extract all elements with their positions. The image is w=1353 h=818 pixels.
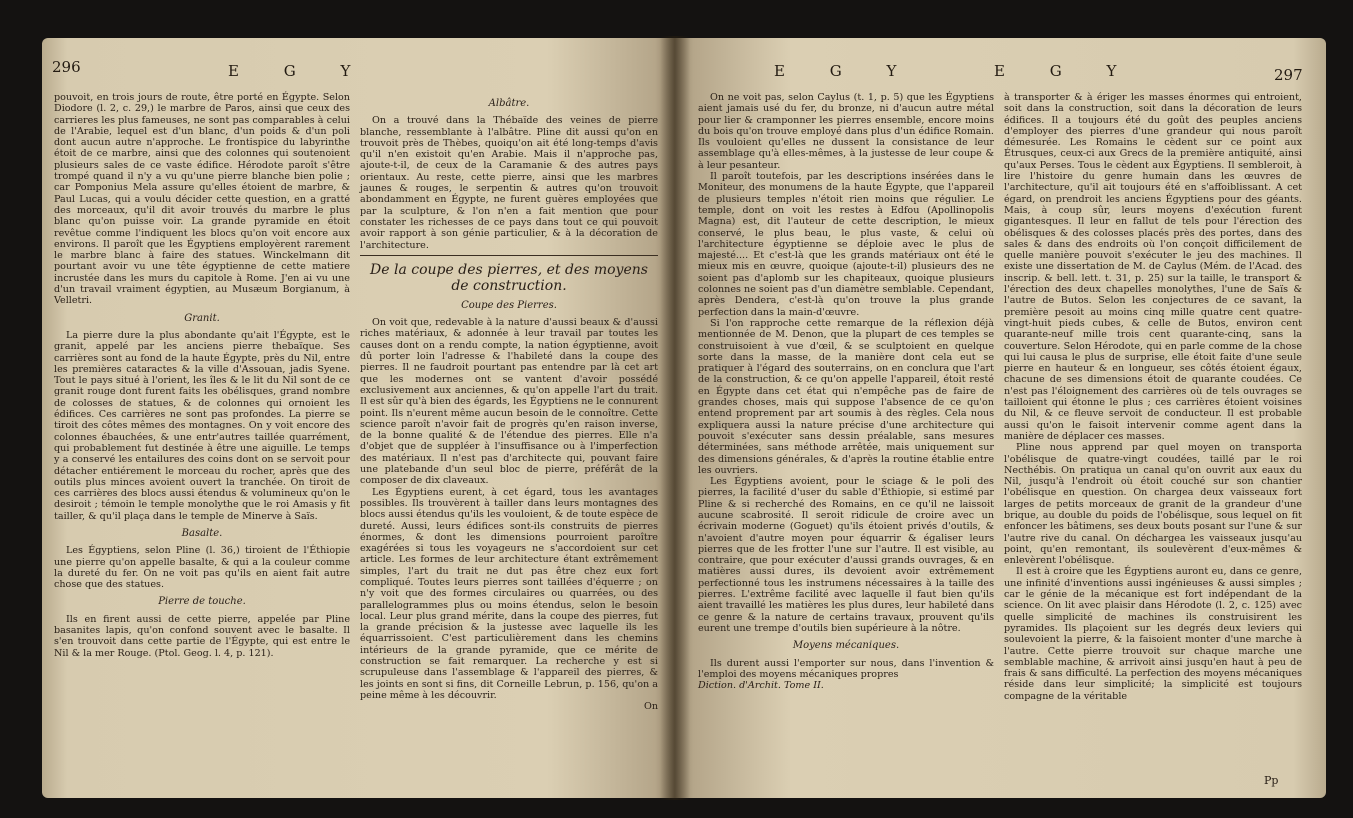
- left-running-header: E G Y: [228, 62, 371, 80]
- volume-footer: Diction. d'Archit. Tome II.: [698, 680, 824, 692]
- divider: [360, 255, 658, 256]
- paragraph: Ils durent aussi l'emporter sur nous, dans l'invention & l'emploi des moyens mécaniques propres: [698, 657, 994, 680]
- section-heading-moyens: Moyens mécaniques.: [792, 640, 900, 652]
- paragraph: Si l'on rapproche cette remarque de la réflexion déjà mentionnée de M. Denon, que la plupart de ces temples se construisoient à vue d'œil, & se sculptoient en quelque sorte dans la masse, de la manière dont cela eut se pratiquer à l'égard des souterrains, on en conclura que l'art de la construction, & ce qu'on appelle l'appareil, étoit resté en Égypte dans cet état qui n'empêche pas de faire de grandes choses, mais qui suppose l'absence de ce qu'on entend proprement par art soumis à des règles. Cela nous expliquera aussi la nature précise d'une architecture qui pouvoit s'exécuter sans dessin préalable, sans mesures déterminées, sans méthode arrêtée, mais uniquement sur des dimensions générales, & d'après la routine établie entre les ouvriers.: [698, 317, 994, 476]
- paragraph: On voit que, redevable à la nature d'aussi beaux & d'aussi riches matériaux, & adonnée à leur travail par toutes les causes dont on a rendu compte, la nation égyptienne, avoit dû porter loin l'adresse & l'habileté dans la coupe des pierres. Il ne faudroit pourtant pas entendre par là cet art que les modernes ont se vantent d'avoir possédé exclusivement aux anciennes, & qu'on appelle l'art du trait. Il est sûr qu'à bien des égards, les Égyptiens ne le connurent point. Ils n'eurent même aucun besoin de le connoître. Cette science paroît n'avoir fait de progrès qu'en raison inverse, de la bonne qualité & de l'étendue des pierres. Elle n'a d'objet que de suppléer à l'insuffisance ou à l'imperfection des matériaux. Il n'est pas d'architecte qui, pouvant faire une platebande d'un seul bloc de pierre, préférât de la composer de dix claveaux.: [360, 317, 658, 487]
- section-heading-coupe: Coupe des Pierres.: [461, 299, 557, 311]
- paragraph: Les Égyptiens avoient, pour le sciage & le poli des pierres, la facilité d'user du sable d'Éthiopie, si estimé par Pline & si recherché des Romains, en ce qu'il ne laissoit aucune scabrosité. Il seroit ridicule de croire avec un écrivain moderne (Goguet) qu'ils étoient privés d'outils, & n'avoient d'autre moyen pour équarrir & égaliser leurs pierres que de les frotter l'une sur l'autre. Il est visible, au contraire, que pour exécuter d'aussi grands ouvrages, & en matières aussi dures, ils devoient avoir extrêmement perfectionné tous les instrumens nécessaires à la taille des pierres. L'extrême facilité avec laquelle il faut bien qu'ils aient travaillé les matières les plus dures, leur habileté dans ce genre & la nature de certains travaux, prouvent qu'ils eurent une trempe d'outils bien supérieure à la nôtre.: [698, 476, 994, 634]
- section-heading-touche: Pierre de touche.: [158, 596, 246, 608]
- paragraph: pouvoit, en trois jours de route, être porté en Égypte. Selon Diodore (l. 2, c. 29,) le marbre de Paros, ainsi que ceux des carrieres les plus fameuses, ne sont pas comparables à celui de l'Arabie, lequel est d'un blanc, d'un poids & d'un poli dont aucun autre n'approche. Le frontispice du labyrinthe étoit de ce marbre, ainsi que des colonnes qui soutenoient plusieurs sales de ce vaste édifice. Hérodote paroît s'être trompé quand il n'y a vu qu'une pierre blanche bien polie ; car Pomponius Mela assure qu'elles étoient de marbre, & Paul Lucas, qui a voulu décider cette question, en a gratté des morceaux, qu'il dit avoir trouvés du marbre le plus blanc qu'on puisse voir. La grande pyramide en étoit revêtue comme l'indiquent les blocs qu'on voit encore aux environs. Il paroît que les Égyptiens employèrent rarement le marbre blanc à faire des statues. Winckelmann dit pourtant avoir vu une tête égyptienne de cette matiere incrustée dans les murs du capitole à Rome. J'en ai vu une d'un travail vraiment égyptien, au Musæum Borgianum, à Velletri.: [54, 92, 350, 307]
- left-page: [42, 38, 674, 798]
- right-column-2: [1004, 92, 1302, 702]
- right-column-1: [698, 92, 994, 691]
- catchword: On: [643, 701, 658, 713]
- paragraph: On a trouvé dans la Thébaïde des veines de pierre blanche, ressemblante à l'albâtre. Pline dit aussi qu'on en trouvoit près de Thèbes, quoiqu'on ait été long-temps d'avis qu'il n'en existoit qu'en Arabie. Mais il n'approche pas, ajoute-t-il, de ceux de la Caramanie & des autres pays orientaux. Au reste, cette pierre, ainsi que les marbres jaunes & rouges, le serpentin & autres qu'on trouvoit abondamment en Égypte, ne furent guères employées que par la sculpture, & l'on n'en a fait mention que pour constater les richesses de ce pays dans tout ce qui pouvoit avoir rapport à son génie particulier, & à la décoration de l'architecture.: [360, 115, 658, 251]
- left-column-1: [54, 92, 350, 659]
- signature-mark: Pp: [1264, 774, 1279, 787]
- left-column-2: [360, 92, 658, 713]
- section-heading-granit: Granit.: [184, 312, 220, 324]
- paragraph: La pierre dure la plus abondante qu'ait l'Égypte, est le granit, appelé par les anciens pierre thebaïque. Ses carrières sont au fond de la haute Égypte, près du Nil, entre les premières cataractes & la ville d'Assouan, jadis Syene. Tout le pays situé à l'orient, les îles & le lit du Nil sont de ce granit rouge dont furent faits les obélisques, grand nombre de colosses de statues, & de colonnes qui ornoient les édifices. Ces carrières ne sont pas profondes. La pierre se tiroit des côtes mêmes des montagnes. On y voit encore des colonnes ébauchées, & une entr'autres taillée quarrément, qui probablement fut destinée à être une aiguille. Le temps y a conservé les entailures des coins dont on se servoit pour détacher entiérement le morceau du rocher, après que des outils plus minces avoient ouvert la tranchée. On tiroit de ces carrières des blocs aussi étendus & volumineux qu'on le desiroit ; témoin le temple monolythe que le roi Amasis y fit tailler, & qu'il plaça dans le temple de Minerve à Saïs.: [54, 329, 350, 522]
- right-page-number: 297: [1274, 66, 1303, 84]
- right-running-header-2: E G Y: [994, 62, 1137, 80]
- book-gutter: [660, 36, 690, 800]
- paragraph: Il paroît toutefois, par les descriptions insérées dans le Moniteur, des monumens de la haute Égypte, que l'appareil de plusieurs temples n'étoit rien moins que régulier. Le temple, dont on voit les restes à Edfou (Apollinopolis Magna) est, dit l'auteur de cette description, le mieux conservé, le plus beau, le plus vaste, & celui où l'architecture égyptienne se déploie avec le plus de majesté.... Et c'est-là que les grands matériaux ont été le mieux mis en œuvre, quoique (ajoute-t-il) plusieurs des ne soient pas d'aplomb sur les chapiteaux, quoique plusieurs colonnes ne soient pas d'un diamètre semblable. Cependant, après Dendera, c'est-là qu'on trouve la plus grande perfection dans la main-d'œuvre.: [698, 171, 994, 318]
- paragraph: à transporter & à ériger les masses énormes qui entroient, soit dans la construction, soit dans la décoration de leurs édifices. Il a toujours été du goût des peuples anciens d'employer des pierres d'une grandeur qui nous paroît démesurée. Les Romains le cèdent sur ce point aux Étrusques, ceux-ci aux Grecs de la première antiquité, ainsi qu'aux Perses. Tous le cèdent aux Égyptiens. Il sembleroit, à lire l'histoire du genre humain dans les œuvres de l'architecture, qu'il ait toujours été en s'affoiblissant. A cet égard, on prendroit les anciens Égyptiens pour des géants. Mais, à coup sûr, leurs moyens d'exécution furent gigantesques. Il leur en fallut de tels pour l'érection des obélisques & des colosses placés près des portes, dans des sales & dans des endroits où l'on conçoit difficilement de quelle manière pouvoit s'exécuter le jeu des machines. Il existe une dissertation de M. de Caylus (Mém. de l'Acad. des inscrip. & bell. lett. t. 31, p. 25) sur la taille, le transport & l'érection des deux chapelles monolythes, l'une de Saïs & l'autre de Butos. Selon les conjectures de ce savant, la première pesoit au moins cinq mille quatre cent quatre-vingt-huit pieds cubes, & celle de Butos, environ cent quarante-neuf mille trois cent quarante-cinq, sans la couverture. Selon Hérodote, qui en parle comme de la chose qui lui causa le plus de surprise, elle étoit faite d'une seule pierre en hauteur & en longueur, ses côtés étoient égaux, chacune de ses dimensions étoit de quarante coudées. Ce n'est pas l'éloignement des carrières où de tels ouvrages se tailloient qui étonne le plus ; ces carrières étoient voisines du Nil, & ce fleuve servoit de conducteur. Il est probable aussi qu'on le faisoit intervenir comme agent dans la manière de déplacer ces masses.: [1004, 92, 1302, 442]
- paragraph: On ne voit pas, selon Caylus (t. 1, p. 5) que les Égyptiens aient jamais usé du fer, du bronze, ni d'aucun autre métal pour lier & cramponner les pierres ensemble, encore moins du bois qu'on trouve employé dans plus d'un édifice Romain. Ils vouloient qu'elles ne dussent la consistance de leur assemblage qu'à elles-mêmes, à la justesse de leur coupe & à leur pesanteur.: [698, 92, 994, 171]
- section-heading-albatre: Albâtre.: [488, 98, 530, 109]
- section-heading-basalte: Basalte.: [181, 527, 223, 539]
- left-page-number: 296: [52, 58, 81, 76]
- chapter-title: De la coupe des pierres, et des moyens de construction.: [370, 261, 648, 294]
- right-running-header: E G Y: [774, 62, 917, 80]
- paragraph: Ils en firent aussi de cette pierre, appelée par Pline basanites lapis, qu'on confond souvent avec le basalte. Il s'en trouvoit dans cette partie de l'Égypte, qui est entre le Nil & la mer Rouge. (Ptol. Geog. l. 4, p. 121).: [54, 613, 350, 659]
- paragraph: Les Égyptiens eurent, à cet égard, tous les avantages possibles. Ils trouvèrent à tailler dans leurs montagnes des blocs aussi étendus qu'ils les vouloient, & de toute espèce de dureté. Aussi, leurs édifices sont-ils construits de pierres énormes, & dont les dimensions pourroient paroître exagérées si tous les voyageurs ne s'accordoient sur cet article. Les formes de leur architecture étant extrêmement simples, l'art du trait ne dut pas être chez eux fort compliqué. Toutes leurs pierres sont taillées d'équerre ; on n'y voit que des formes circulaires ou quarrées, ou des parallelogrammes plus ou moins étendus, selon le besoin local. Leur plus grand mérite, dans la coupe des pierres, fut la grande précision & la justesse avec laquelle ils les équarrissoient. C'est particulièrement dans les chemins intérieurs de la grande pyramide, que ce mérite de construction se fait remarquer. La recherche y est si scrupuleuse dans l'assemblage & l'appareil des pierres, & les joints en sont si fins, dit Corneille Lebrun, p. 156, qu'on a peine même à les découvrir.: [360, 486, 658, 701]
- right-page: [674, 38, 1326, 798]
- paragraph: Pline nous apprend par quel moyen on transporta l'obélisque de quatre-vingt coudées, taillé par le roi Necthébis. On pratiqua un canal qu'on ouvrit aux eaux du Nil, jusqu'à l'endroit où étoit couché sur son chantier l'obélisque en question. On chargea deux vaisseaux fort larges de petits morceaux de granit de la grandeur d'une brique, au double du poids de l'obélisque, sous lequel on fit enfoncer les bâtimens, ses deux bouts posant sur l'une & sur l'autre rive du canal. On déchargea les vaisseaux jusqu'au point, qu'en remontant, ils soulevèrent d'eux-mêmes & enlevèrent l'obélisque.: [1004, 442, 1302, 567]
- paragraph: Il est à croire que les Égyptiens auront eu, dans ce genre, une infinité d'inventions aussi ingénieuses & aussi simples ; car le génie de la mécanique est fort indépendant de la science. On lit avec plaisir dans Hérodote (l. 2, c. 125) avec quelle simplicité de machines ils construisirent les pyramides. Ils plaçoient sur les degrés deux leviers qui soulevoient la pierre, & la faisoient monter d'une marche à l'autre. Cette pierre trouvoit sur chaque marche une semblable machine, & arrivoit ainsi jusqu'en haut à peu de frais & sans difficulté. La perfection des moyens mécaniques réside dans leur simplicité; la simplicité est toujours compagne de la véritable: [1004, 566, 1302, 702]
- paragraph: Les Égyptiens, selon Pline (l. 36,) tiroient de l'Éthiopie une pierre qu'on appelle basalte, & qui a la couleur comme la dureté du fer. On ne voit pas qu'ils en aient fait autre chose que des statues.: [54, 545, 350, 591]
